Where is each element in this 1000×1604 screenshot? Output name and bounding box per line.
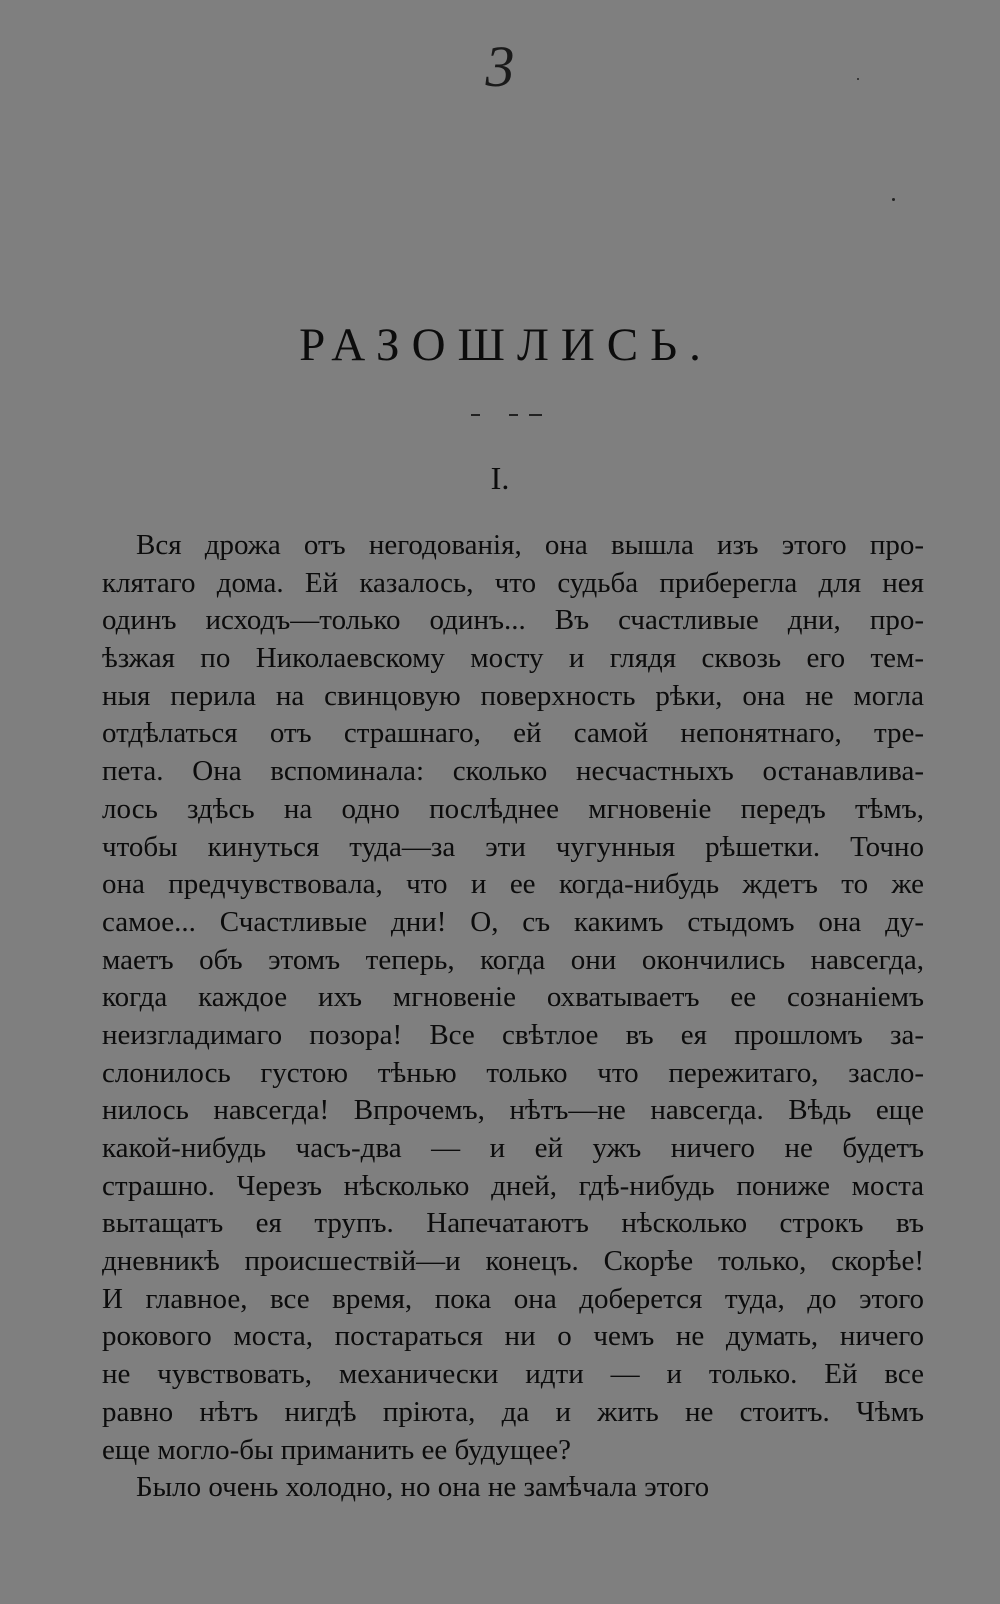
text-line: одинъ исходъ—только одинъ... Въ счастливые дни, про- — [102, 604, 924, 637]
chapter-number: I. — [490, 460, 510, 496]
text-line: когда каждое ихъ мгновеніе охватываетъ ее сознаніемъ — [102, 981, 924, 1014]
text-line: еще могло-бы приманить ее будущее? — [102, 1433, 571, 1466]
page-number: 3 — [485, 34, 515, 99]
text-line: самое... Счастливые дни! О, съ какимъ стыдомъ она ду- — [102, 905, 924, 938]
scan-speck — [857, 78, 859, 80]
text-line: дневникѣ происшествій—и конецъ. Скорѣе только, скорѣе! — [102, 1245, 924, 1278]
text-line: чтобы кинуться туда—за эти чугунныя рѣшетки. Точно — [102, 830, 924, 863]
story-title: РАЗОШЛИСЬ. — [299, 319, 713, 371]
text-line: пета. Она вспоминала: сколько несчастныхъ останавлива- — [102, 755, 924, 788]
scan-speck — [892, 198, 895, 201]
text-line: маетъ объ этомъ теперь, когда они окончились навсегда, — [102, 943, 924, 976]
text-line: вытащатъ ея трупъ. Напечатаютъ нѣсколько строкъ въ — [102, 1207, 924, 1240]
text-line: слонилось густою тѣнью только что пережитаго, засло- — [102, 1056, 924, 1089]
text-line: лось здѣсь на одно послѣднее мгновеніе передъ тѣмъ, — [102, 792, 924, 825]
body-text — [102, 527, 924, 1507]
title-ornament — [471, 414, 546, 417]
text-line: рокового моста, постараться ни о чемъ не думать, ничего — [102, 1320, 924, 1353]
text-line: равно нѣтъ нигдѣ пріюта, да и жить не стоитъ. Чѣмъ — [102, 1395, 924, 1428]
text-line: отдѣлаться отъ страшнаго, ей самой непонятнаго, тре- — [102, 717, 924, 750]
text-line: Вся дрожа отъ негодованія, она вышла изъ этого про- — [136, 529, 924, 561]
text-line: страшно. Черезъ нѣсколько дней, гдѣ-нибудь пониже моста — [102, 1169, 924, 1202]
text-line: она предчувствовала, что и ее когда-нибудь ждетъ то же — [102, 868, 924, 901]
text-line: не чувствовать, механически идти — и только. Ей все — [102, 1358, 924, 1391]
text-line: И главное, все время, пока она доберется туда, до этого — [102, 1282, 924, 1315]
text-line: клятаго дома. Ей казалось, что судьба приберегла для нея — [102, 566, 924, 599]
text-line: Было очень холодно, но она не замѣчала этого — [136, 1471, 710, 1504]
text-line: ѣзжая по Николаевскому мосту и глядя сквозь его тем- — [102, 642, 924, 675]
text-line: ныя перила на свинцовую поверхность рѣки, она не могла — [102, 679, 924, 712]
text-line: неизгладимаго позора! Все свѣтлое въ ея прошломъ за- — [102, 1018, 924, 1051]
text-line: нилось навсегда! Впрочемъ, нѣтъ—не навсегда. Вѣдь еще — [102, 1094, 924, 1127]
text-line: какой-нибудь часъ-два — и ей ужъ ничего не будетъ — [102, 1132, 924, 1164]
